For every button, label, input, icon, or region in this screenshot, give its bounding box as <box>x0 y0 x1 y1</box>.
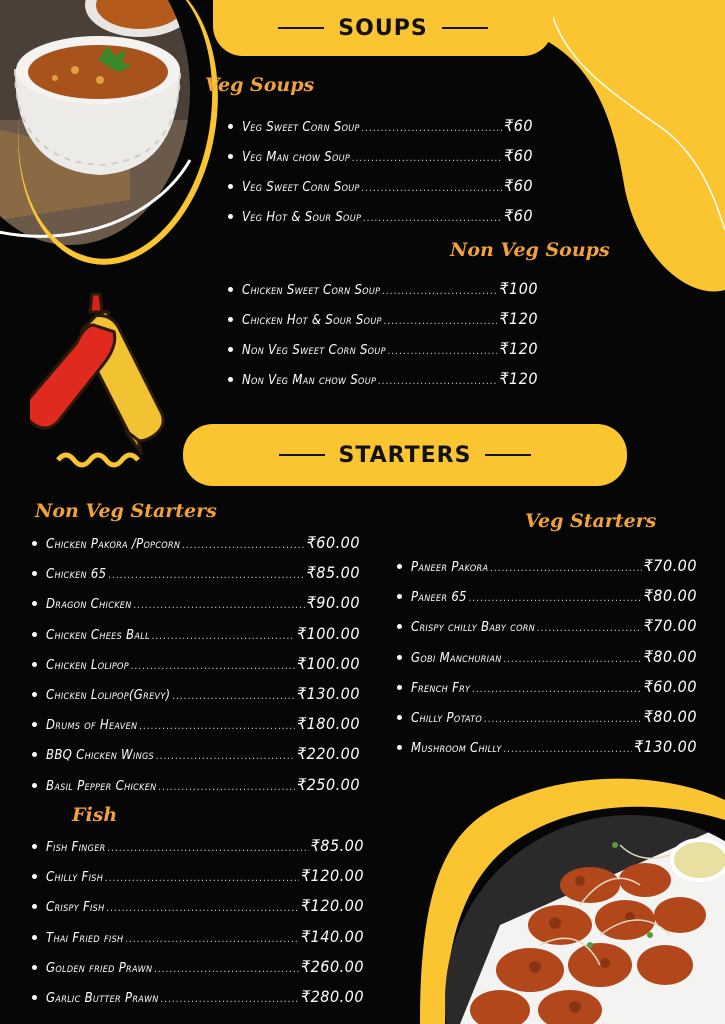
veg-starter-item <box>397 707 697 726</box>
dot-leader <box>490 563 641 574</box>
veg-starters-title: Veg Starters <box>525 510 657 532</box>
bullet-icon <box>32 601 37 606</box>
bullet-icon <box>397 594 402 599</box>
veg-starter-item-name: French Fry <box>411 680 471 696</box>
dot-leader <box>352 153 502 164</box>
dot-leader <box>378 376 497 387</box>
nonveg-starter-item-name: Chicken Lolipop <box>46 657 129 673</box>
nonveg-soup-item-name: Non Veg Sweet Corn Soup <box>242 343 386 358</box>
soups-banner <box>213 0 553 56</box>
nonveg-starter-item <box>32 744 360 763</box>
ketchup-mustard-bottles-icon <box>30 290 170 475</box>
fish-starter-item-price: ₹120.00 <box>300 866 364 886</box>
veg-soup-item-name: Veg Sweet Corn Soup <box>242 180 360 195</box>
nonveg-starter-item <box>32 593 360 612</box>
nonveg-starter-item <box>32 533 360 552</box>
nonveg-soup-item <box>228 279 538 298</box>
nonveg-starter-item-name: Chicken Chees Ball <box>46 627 150 643</box>
nonveg-starter-item-price: ₹100.00 <box>296 623 360 643</box>
fish-starter-item-name: Chilly Fish <box>46 870 104 886</box>
bullet-icon <box>32 571 37 576</box>
nonveg-starter-item-price: ₹180.00 <box>296 714 360 734</box>
nonveg-starter-item-name: Chicken Lolipop(Grevy) <box>46 688 171 703</box>
dot-leader <box>108 843 309 854</box>
fish-starter-item-name: Garlic Butter Prawn <box>46 991 159 1006</box>
fish-starter-item <box>32 896 364 915</box>
veg-starter-item-price: ₹80.00 <box>643 707 697 726</box>
bullet-icon <box>32 965 37 970</box>
bullet-icon <box>32 874 37 879</box>
dot-leader <box>504 744 632 755</box>
veg-starter-item <box>397 737 697 756</box>
veg-starter-item-price: ₹70.00 <box>643 616 697 636</box>
dot-leader <box>134 600 305 611</box>
bullet-icon <box>397 685 402 690</box>
dot-leader <box>156 751 295 762</box>
bullet-icon <box>228 154 233 159</box>
fish-starter-item-price: ₹120.00 <box>300 896 364 916</box>
nonveg-starter-item-price: ₹250.00 <box>296 774 360 794</box>
veg-starter-item <box>397 586 697 605</box>
veg-starter-item-price: ₹80.00 <box>643 586 697 606</box>
veg-starter-item-name: Gobi Manchurian <box>411 650 502 666</box>
nonveg-starter-item-name: Chicken Pakora /Popcorn <box>46 537 181 552</box>
bullet-icon <box>32 935 37 940</box>
nonveg-soup-item <box>228 369 538 388</box>
fish-starter-item-name: Golden fried Prawn <box>46 960 153 976</box>
nonveg-starter-item <box>32 624 360 643</box>
bullet-icon <box>228 214 233 219</box>
nonveg-starter-item <box>32 714 360 733</box>
veg-soup-item-price: ₹60 <box>504 176 533 195</box>
bullet-icon <box>32 783 37 788</box>
bullet-icon <box>32 632 37 637</box>
bullet-icon <box>397 745 402 750</box>
nonveg-starter-item-price: ₹220.00 <box>296 744 360 764</box>
bullet-icon <box>228 184 233 189</box>
nonveg-starter-item <box>32 775 360 794</box>
nonveg-starter-item-name: Chicken 65 <box>46 567 107 583</box>
bullet-icon <box>397 564 402 569</box>
starters-banner <box>183 424 627 486</box>
fish-starter-item-name: Thai Fried fish <box>46 930 124 946</box>
nonveg-soup-item <box>228 339 538 358</box>
veg-soup-item-name: Veg Hot & Sour Soup <box>242 210 362 225</box>
dot-leader <box>172 691 295 702</box>
veg-starter-item-name: Chilly Potato <box>411 711 483 726</box>
fish-title: Fish <box>72 804 118 826</box>
dot-leader <box>472 684 641 695</box>
nonveg-starter-item-name: BBQ Chicken Wings <box>46 748 154 764</box>
bullet-icon <box>32 541 37 546</box>
veg-soup-item <box>228 146 533 165</box>
bullet-icon <box>32 662 37 667</box>
nonveg-starter-item-price: ₹100.00 <box>296 653 360 673</box>
nonveg-soup-item-name: Chicken Hot & Sour Soup <box>242 313 382 328</box>
veg-starter-item-price: ₹130.00 <box>633 737 697 757</box>
veg-starter-item <box>397 677 697 696</box>
grilled-chicken-platter-image <box>440 785 725 1024</box>
nonveg-starter-item-price: ₹85.00 <box>306 563 360 583</box>
nonveg-starter-item-name: Drums of Heaven <box>46 718 138 734</box>
veg-starter-item-price: ₹70.00 <box>643 556 697 575</box>
veg-starter-item-price: ₹60.00 <box>643 676 697 696</box>
veg-starter-item-price: ₹80.00 <box>643 646 697 666</box>
dot-leader <box>362 183 502 194</box>
nonveg-starter-item <box>32 654 360 673</box>
bullet-icon <box>32 995 37 1000</box>
dot-leader <box>131 661 295 672</box>
nonveg-soup-item-name: Non Veg Man chow Soup <box>242 373 377 388</box>
bullet-icon <box>32 752 37 757</box>
bullet-icon <box>32 904 37 909</box>
dot-leader <box>504 654 642 665</box>
fish-starter-item-price: ₹280.00 <box>300 987 364 1006</box>
nonveg-soup-item-price: ₹100 <box>499 279 538 298</box>
dot-leader <box>362 123 502 134</box>
nonveg-starter-item <box>32 684 360 703</box>
dot-leader <box>108 570 304 581</box>
veg-starter-item-name: Paneer Pakora <box>411 560 489 575</box>
fish-starter-item-price: ₹260.00 <box>300 956 364 976</box>
bullet-icon <box>228 347 233 352</box>
veg-starter-item-name: Crispy chilly Baby corn <box>411 620 536 636</box>
veg-soups-title: Veg Soups <box>205 74 315 96</box>
bullet-icon <box>397 655 402 660</box>
dot-leader <box>125 934 299 945</box>
nonveg-starter-item-price: ₹90.00 <box>306 593 360 613</box>
fish-starter-item <box>32 927 364 946</box>
veg-soup-item-name: Veg Sweet Corn Soup <box>242 120 360 135</box>
dot-leader <box>152 631 295 642</box>
nonveg-starters-title: Non Veg Starters <box>35 500 217 522</box>
veg-soup-item <box>228 116 533 135</box>
nonveg-soup-item <box>228 309 538 328</box>
dot-leader <box>484 714 642 725</box>
bullet-icon <box>228 377 233 382</box>
veg-starter-item-name: Mushroom Chilly <box>411 741 502 757</box>
fish-starter-item-name: Fish Finger <box>46 840 106 855</box>
fish-starter-item <box>32 957 364 976</box>
fish-starter-item-price: ₹85.00 <box>310 836 364 855</box>
dot-leader <box>105 873 299 884</box>
fish-starter-item-name: Crispy Fish <box>46 900 105 916</box>
fish-starter-item-price: ₹140.00 <box>300 926 364 946</box>
bullet-icon <box>228 287 233 292</box>
starters-banner-title: STARTERS <box>338 442 472 468</box>
nonveg-starter-item-name: Dragon Chicken <box>46 597 132 613</box>
dot-leader <box>384 316 498 327</box>
dot-leader <box>161 994 299 1005</box>
bullet-icon <box>397 715 402 720</box>
dot-leader <box>363 213 502 224</box>
veg-soup-item-name: Veg Man chow Soup <box>242 150 351 165</box>
bullet-icon <box>32 844 37 849</box>
nonveg-soup-item-name: Chicken Sweet Corn Soup <box>242 283 381 298</box>
nonveg-starter-item-price: ₹130.00 <box>296 684 360 703</box>
fish-starter-item <box>32 987 364 1006</box>
fish-starter-item <box>32 836 364 855</box>
dot-leader <box>388 346 498 357</box>
veg-starter-item <box>397 647 697 666</box>
bullet-icon <box>32 692 37 697</box>
dot-leader <box>382 286 497 297</box>
nonveg-soup-item-price: ₹120 <box>499 309 538 328</box>
veg-soup-item-price: ₹60 <box>504 146 533 165</box>
nonveg-starter-item <box>32 563 360 582</box>
veg-soup-item <box>228 206 533 225</box>
dot-leader <box>139 721 295 732</box>
dot-leader <box>154 964 299 975</box>
veg-starter-item <box>397 556 697 575</box>
fish-starter-item <box>32 866 364 885</box>
nonveg-soup-item-price: ₹120 <box>499 369 538 388</box>
dot-leader <box>537 623 642 634</box>
veg-starter-item-name: Paneer 65 <box>411 590 467 606</box>
bullet-icon <box>228 317 233 322</box>
veg-soup-item-price: ₹60 <box>504 206 533 225</box>
veg-soup-item-price: ₹60 <box>504 116 533 135</box>
bullet-icon <box>397 624 402 629</box>
nonveg-starter-item-name: Basil Pepper Chicken <box>46 778 157 794</box>
veg-starter-item <box>397 616 697 635</box>
dot-leader <box>158 782 295 793</box>
dot-leader <box>469 593 642 604</box>
bullet-icon <box>32 722 37 727</box>
nonveg-soups-title: Non Veg Soups <box>450 239 610 261</box>
veg-soup-item <box>228 176 533 195</box>
soups-banner-title: SOUPS <box>338 15 428 41</box>
nonveg-soup-item-price: ₹120 <box>499 339 538 358</box>
dot-leader <box>182 540 304 551</box>
dot-leader <box>107 903 299 914</box>
nonveg-starter-item-price: ₹60.00 <box>306 533 360 552</box>
bullet-icon <box>228 124 233 129</box>
